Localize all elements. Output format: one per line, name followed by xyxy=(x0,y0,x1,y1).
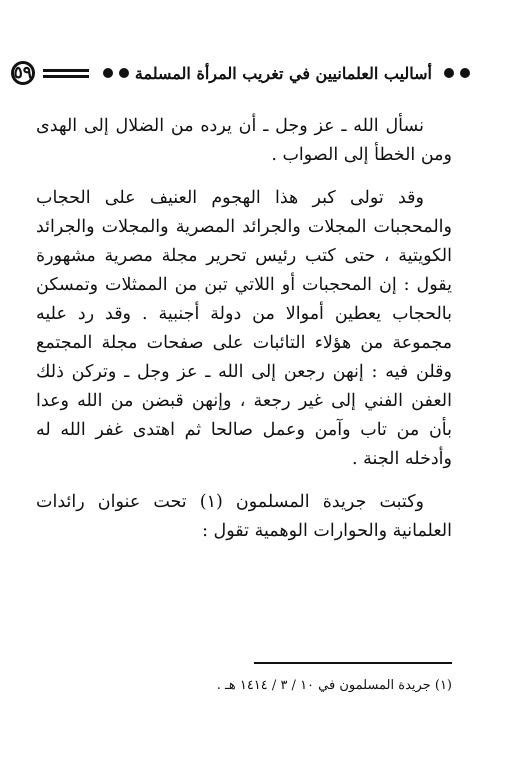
page-number-badge xyxy=(11,61,35,85)
dot-icon xyxy=(119,68,129,78)
dot-icon xyxy=(103,68,113,78)
footnote-divider xyxy=(254,662,452,664)
header-rule xyxy=(43,69,89,78)
dot-icon xyxy=(460,68,470,78)
header-dots xyxy=(103,68,129,78)
running-title: أساليب العلمانيين في تغريب المرأة المسلمة xyxy=(134,63,432,83)
footnote: (١) جريدة المسلمون في ١٠ / ٣ / ١٤١٤ هـ . xyxy=(216,678,452,693)
dot-icon xyxy=(444,68,454,78)
page-header xyxy=(13,58,470,88)
paragraph: وقد تولى كبر هذا الهجوم العنيف على الحجاب والمحجبات المجلات والجرائد المصرية والمجلات والجرائد الكويتية ، حتى كتب رئيس تحرير مجلة مصرية مشهورة يقول : إن المحجبات أو اللاتي تبن من الممثلات وتمسكن بالحجاب يعطين أموالا من دولة أجنبية . وقد رد عليه مجموعة من هؤلاء التائبات على صفحات مجلة المجتمع وقلن فيه : إنهن رجعن إلى الله ـ عز وجل ـ وتركن ذلك العفن الفني إلى غير رجعة ، وإنهن قبضن من الله وعدا بأن من تاب وآمن وعمل صالحا ثم اهتدى غفر الله له وأدخله الجنة . xyxy=(36,188,452,469)
paragraph: وكتبت جريدة المسلمون (١) تحت عنوان رائدات العلمانية والحوارات الوهمية تقول : xyxy=(36,492,452,541)
page-number: ٥٩ xyxy=(13,63,32,83)
main-text xyxy=(36,112,452,546)
header-dots xyxy=(444,68,470,78)
paragraph: نسأل الله ـ عز وجل ـ أن يرده من الضلال إلى الهدى ومن الخطأ إلى الصواب . xyxy=(36,116,452,165)
